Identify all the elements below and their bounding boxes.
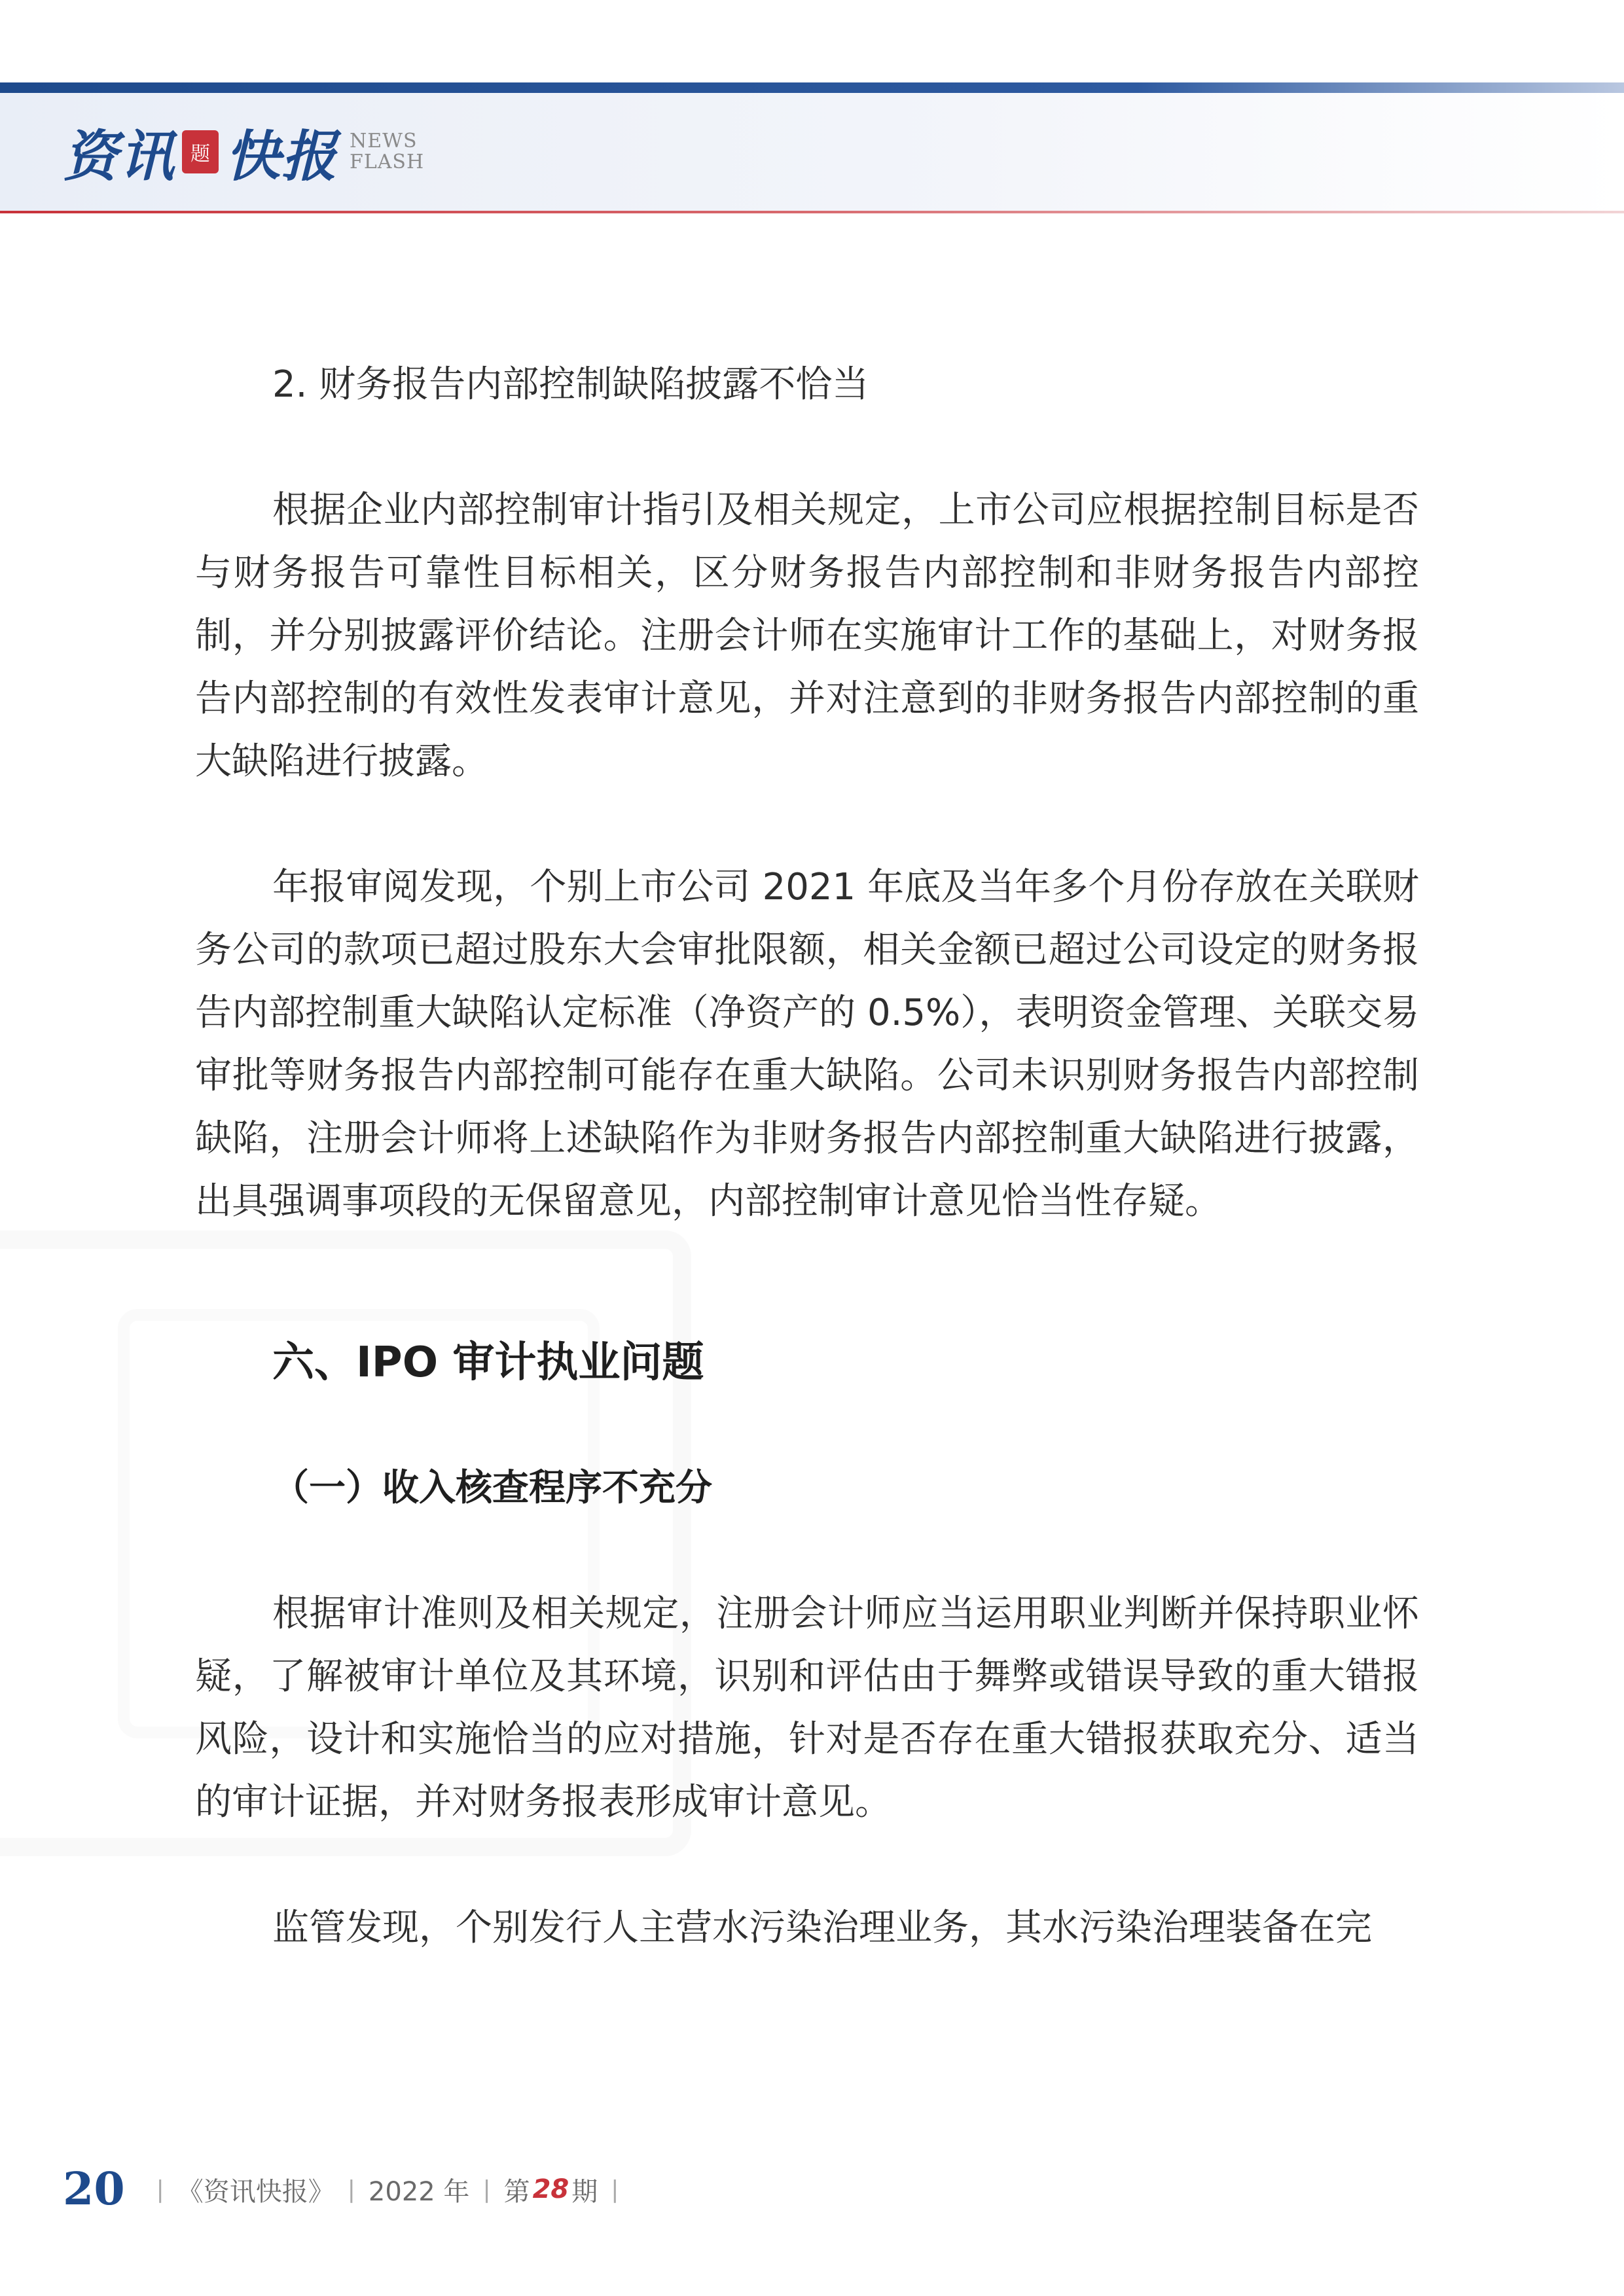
- footer-publication: 《资讯快报》: [177, 2176, 334, 2207]
- footer-issue-number: 28: [532, 2174, 569, 2204]
- header-divider: [0, 211, 1624, 213]
- logo-en-line1: NEWS: [350, 130, 418, 152]
- page-number: 20: [63, 2163, 125, 2215]
- footer-year: 2022 年: [368, 2176, 470, 2207]
- section-6-subheading-1: （一）收入核查程序不充分: [272, 1467, 712, 1509]
- footer-issue-prefix: 第: [503, 2176, 530, 2207]
- paragraph-2: 年报审阅发现，个别上市公司 2021 年底及当年多个月份存放在关联财务公司的款项已超过股东大会审批限额，相关金额已超过公司设定的财务报告内部控制重大缺陷认定标准（净资产的 0.5%），表明资金管理、关联交易审批等财务报告内部控制可能存在重大缺陷。公司未识别财务报告内部控制缺陷，注册会计师将上述缺陷作为非财务报告内部控制重大缺陷进行披露，出具强调事项段的无保留意见，内部控制审计意见恰当性存疑。: [195, 866, 1419, 1223]
- footer-separator: |: [347, 2176, 355, 2203]
- paragraph-3: 根据审计准则及相关规定，注册会计师应当运用职业判断并保持职业怀疑，了解被审计单位及其环境，识别和评估由于舞弊或错误导致的重大错报风险，设计和实施恰当的应对措施，针对是否存在重大错报获取充分、适当的审计证据，并对财务报表形成审计意见。: [195, 1592, 1419, 1823]
- header-top-bar: [0, 82, 1624, 93]
- logo-english: [350, 131, 424, 173]
- footer-separator: |: [611, 2176, 619, 2203]
- logo-text-part1: 资讯: [63, 123, 176, 188]
- page-footer: [63, 2160, 632, 2219]
- article-body: [195, 353, 1419, 1960]
- subheading-2: 2. 财务报告内部控制缺陷披露不恰当: [272, 363, 869, 406]
- footer-issue-suffix: 期: [571, 2176, 598, 2207]
- paragraph-4: 监管发现，个别发行人主营水污染治理业务，其水污染治理装备在完: [272, 1907, 1372, 1949]
- section-6-title: 六、IPO 审计执业问题: [272, 1338, 704, 1387]
- footer-separator: |: [156, 2176, 164, 2203]
- logo-seal-icon: 题: [182, 130, 219, 173]
- paragraph-1: 根据企业内部控制审计指引及相关规定，上市公司应根据控制目标是否与财务报告可靠性目标相关，区分财务报告内部控制和非财务报告内部控制，并分别披露评价结论。注册会计师在实施审计工作的基础上，对财务报告内部控制的有效性发表审计意见，并对注意到的非财务报告内部控制的重大缺陷进行披露。: [195, 489, 1419, 783]
- logo-en-line2: FLASH: [350, 151, 425, 173]
- publication-logo: [63, 113, 424, 191]
- footer-separator: |: [482, 2176, 491, 2203]
- logo-text-part2: 快报: [225, 123, 338, 188]
